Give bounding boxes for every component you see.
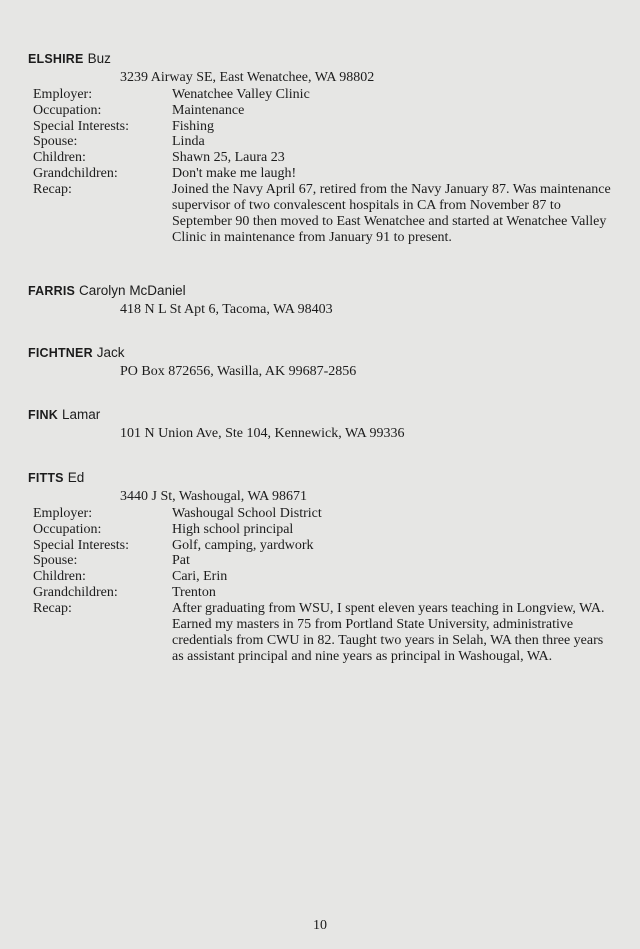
field-value: Maintenance: [172, 102, 245, 118]
recap-text: After graduating from WSU, I spent eleven years teaching in Longview, WA. Earned my masters in 75 from Portland State University, administrative credentials from CWU in 82. Taught two years in Selah, WA then three years as assistant principal and nine years as principal in Washougal, WA.: [172, 600, 605, 664]
field-row: [28, 119, 628, 135]
field-row: [28, 585, 628, 601]
field-label: Children:: [33, 569, 86, 585]
entry-name: [28, 345, 628, 362]
entry-fichtner: [28, 345, 628, 381]
entry-name: [28, 407, 628, 424]
entry-address: PO Box 872656, Wasilla, AK 99687-2856: [120, 364, 357, 379]
entry-surname: ELSHIRE: [28, 52, 84, 66]
entry-given-name: Lamar: [61, 407, 101, 422]
field-label: Recap:: [33, 181, 72, 197]
field-row: [28, 87, 628, 103]
field-value: High school principal: [172, 521, 294, 537]
field-row-recap: [28, 182, 628, 246]
entry-address: 101 N Union Ave, Ste 104, Kennewick, WA 99336: [120, 426, 405, 441]
entry-given-name: Ed: [67, 470, 85, 485]
page-number: 10: [313, 918, 327, 933]
field-label: Special Interests:: [33, 118, 130, 134]
entry-surname: FARRIS: [28, 284, 76, 298]
field-row: [28, 150, 628, 166]
entry-address: 418 N L St Apt 6, Tacoma, WA 98403: [120, 302, 333, 317]
entry-surname: FITTS: [28, 471, 64, 485]
field-value: Golf, camping, yardwork: [172, 537, 314, 553]
field-value: Washougal School District: [172, 506, 322, 521]
entry-name: [28, 283, 628, 300]
field-row: [28, 569, 628, 585]
field-row-recap: [28, 601, 628, 665]
entry-elshire: [28, 51, 628, 246]
field-value: Pat: [172, 553, 190, 569]
field-value: Trenton: [172, 584, 216, 600]
entry-fitts: [28, 470, 628, 665]
field-label: Occupation:: [33, 102, 102, 118]
field-label: Special Interests:: [33, 537, 130, 553]
field-row: [28, 506, 628, 522]
entry-surname: FICHTNER: [28, 346, 93, 360]
field-row: [28, 134, 628, 150]
field-label: Grandchildren:: [33, 165, 118, 181]
field-value: Linda: [172, 134, 205, 150]
field-value: Shawn 25, Laura 23: [172, 150, 285, 166]
field-label: Spouse:: [33, 134, 78, 150]
entry-address: 3440 J St, Washougal, WA 98671: [120, 489, 307, 504]
field-value: Don't make me laugh!: [172, 165, 297, 181]
field-row: [28, 538, 628, 554]
field-row: [28, 166, 628, 182]
field-label: Children:: [33, 150, 86, 166]
field-label: Spouse:: [33, 553, 78, 569]
field-label: Occupation:: [33, 521, 102, 537]
field-row: [28, 103, 628, 119]
entry-given-name: Buz: [87, 51, 111, 66]
entry-name: [28, 470, 628, 487]
entry-address: 3239 Airway SE, East Wenatchee, WA 98802: [120, 70, 375, 85]
field-row: [28, 522, 628, 538]
field-label: Employer:: [33, 87, 93, 102]
entry-fink: [28, 407, 628, 443]
field-label: Recap:: [33, 600, 72, 616]
entry-given-name: Jack: [96, 345, 125, 360]
entry-surname: FINK: [28, 408, 58, 422]
field-row: [28, 553, 628, 569]
entry-given-name: Carolyn McDaniel: [79, 283, 186, 298]
field-label: Grandchildren:: [33, 584, 118, 600]
entry-farris: [28, 283, 628, 319]
field-label: Employer:: [33, 506, 93, 521]
recap-text: Joined the Navy April 67, retired from the Navy January 87. Was maintenance supervisor of two convalescent hospitals in CA from November 87 to September 90 then moved to East Wenatchee and started at Wenatchee Valley Clinic in maintenance from January 91 to present.: [172, 181, 611, 245]
field-value: Wenatchee Valley Clinic: [172, 87, 310, 102]
entry-name: [28, 51, 628, 68]
field-value: Fishing: [172, 118, 215, 134]
field-value: Cari, Erin: [172, 569, 228, 585]
